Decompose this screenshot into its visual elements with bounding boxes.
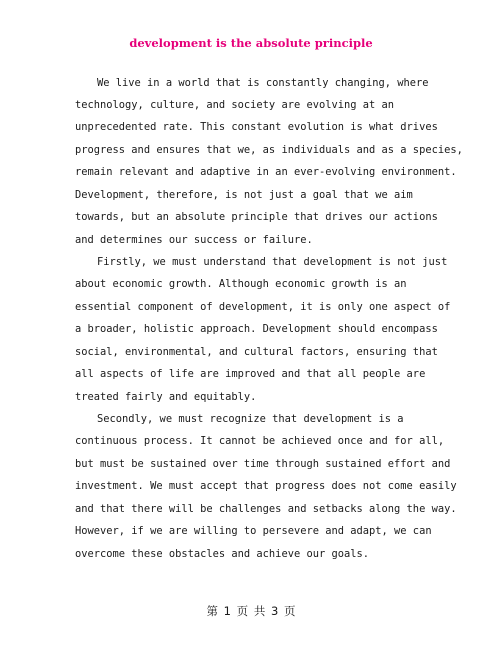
paragraph-2-line-2: about economic growth. Although economic growth is an (75, 278, 407, 290)
paragraph-2-line-1: Firstly, we must understand that development is not just (97, 256, 448, 268)
paragraph-3-line-7: overcome these obstacles and achieve our goals. (75, 548, 370, 560)
paragraph-3-line-5: and that there will be challenges and setbacks along the way. (75, 503, 457, 515)
paragraph-2-line-4: a broader, holistic approach. Development should encompass (75, 323, 438, 335)
paragraph-1-line-6: Development, therefore, is not just a goal that we aim (75, 189, 413, 201)
paragraph-1-line-8: and determines our success or failure. (75, 234, 313, 246)
document-title: development is the absolute principle (129, 36, 373, 50)
paragraph-1-line-3: unprecedented rate. This constant evolution is what drives (75, 121, 438, 133)
paragraph-2-line-3: essential component of development, it is only one aspect of (75, 301, 451, 313)
paragraph-1-line-1: We live in a world that is constantly changing, where (97, 77, 429, 89)
paragraph-2-line-7: treated fairly and equitably. (75, 391, 257, 403)
paragraph-2-line-6: all aspects of life are improved and that all people are (75, 368, 426, 380)
paragraph-3-line-2: continuous process. It cannot be achieved once and for all, (75, 435, 445, 447)
paragraph-1-line-5: remain relevant and adaptive in an ever-evolving environment. (75, 166, 457, 178)
paragraph-1-line-2: technology, culture, and society are evolving at an (75, 99, 395, 111)
paragraph-2-line-5: social, environmental, and cultural factors, ensuring that (75, 346, 438, 358)
paragraph-3-line-1: Secondly, we must recognize that development is a (97, 413, 404, 425)
paragraph-1-line-7: towards, but an absolute principle that drives our actions (75, 211, 438, 223)
paragraph-1-line-4: progress and ensures that we, as individuals and as a species, (75, 144, 463, 156)
page-number-footer: 第 1 页 共 3 页 (206, 604, 296, 618)
paragraph-3-line-4: investment. We must accept that progress does not come easily (75, 480, 457, 492)
paragraph-3-line-3: but must be sustained over time through sustained effort and (75, 458, 451, 470)
paragraph-3-line-6: However, if we are willing to persevere and adapt, we can (75, 525, 432, 537)
